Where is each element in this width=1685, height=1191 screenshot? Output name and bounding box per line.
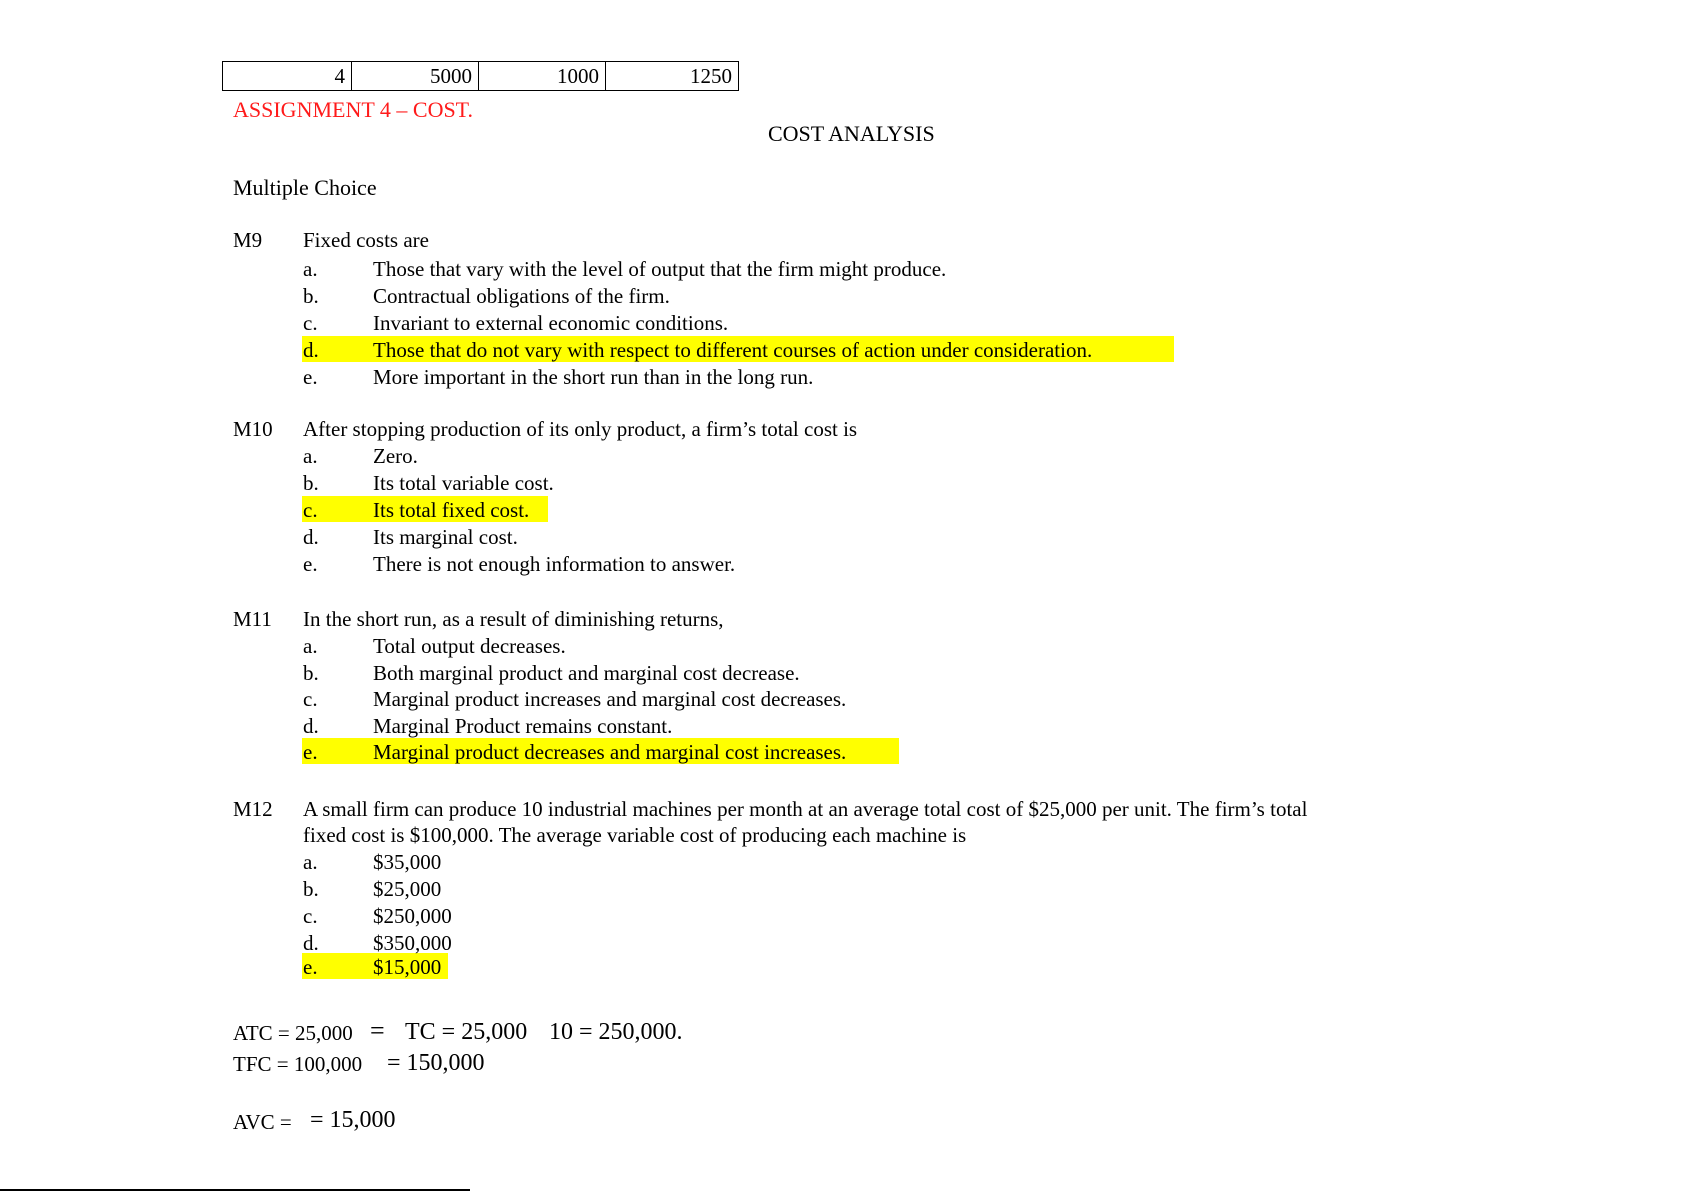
option-letter: a. (303, 444, 318, 468)
option-text: $250,000 (373, 904, 452, 928)
atc-label: ATC = 25,000 (233, 1021, 353, 1045)
table-cell: 1250 (606, 62, 739, 91)
option-text: Its marginal cost. (373, 525, 518, 549)
option-letter: d. (303, 714, 319, 738)
avc-label: AVC = (233, 1110, 292, 1134)
option-text: $25,000 (373, 877, 442, 901)
atc-result: 10 = 250,000. (549, 1019, 683, 1045)
option-letter: c. (303, 904, 318, 928)
option-text: Contractual obligations of the firm. (373, 284, 670, 308)
question-number: M12 (233, 797, 273, 821)
question-text-continued: fixed cost is $100,000. The average variable cost of producing each machine is (303, 823, 967, 847)
option-letter: a. (303, 257, 318, 281)
option-letter: e. (303, 552, 318, 576)
option-letter: a. (303, 850, 318, 874)
question-text: A small firm can produce 10 industrial machines per month at an average total cost of $25,000 per unit. The firm’s total (303, 797, 1308, 821)
option-text: Marginal Product remains constant. (373, 714, 673, 738)
option-letter: c. (303, 498, 318, 522)
avc-result: = 15,000 (310, 1107, 396, 1133)
table-row (223, 62, 739, 91)
option-letter: d. (303, 931, 319, 955)
option-text: Those that vary with the level of output that the firm might produce. (373, 257, 947, 281)
table-cell: 1000 (479, 62, 606, 91)
section-title: COST ANALYSIS (768, 121, 935, 146)
option-text: Both marginal product and marginal cost decrease. (373, 661, 800, 685)
option-text: Total output decreases. (373, 634, 566, 658)
tfc-result: = 150,000 (387, 1050, 485, 1076)
option-text: Those that do not vary with respect to different courses of action under consideration. (373, 338, 1093, 362)
question-number: M11 (233, 607, 272, 631)
option-text: Its total fixed cost. (373, 498, 530, 522)
option-text: Invariant to external economic conditions. (373, 311, 729, 335)
subtitle: Multiple Choice (233, 175, 377, 200)
option-letter: d. (303, 525, 319, 549)
option-letter: c. (303, 311, 318, 335)
option-text: $35,000 (373, 850, 442, 874)
question-text: In the short run, as a result of diminishing returns, (303, 607, 724, 631)
option-letter: b. (303, 877, 319, 901)
option-text: Zero. (373, 444, 418, 468)
option-letter: c. (303, 687, 318, 711)
option-text: Marginal product increases and marginal cost decreases. (373, 687, 847, 711)
summary-table (222, 61, 739, 91)
option-letter: e. (303, 740, 318, 764)
option-text: $15,000 (373, 955, 442, 979)
option-letter: d. (303, 338, 319, 362)
table-cell: 4 (223, 62, 352, 91)
table-cell: 5000 (352, 62, 479, 91)
option-text: There is not enough information to answer. (373, 552, 736, 576)
option-letter: e. (303, 365, 318, 389)
option-letter: b. (303, 661, 319, 685)
question-number: M10 (233, 417, 273, 441)
option-text: More important in the short run than in the long run. (373, 365, 814, 389)
question-number: M9 (233, 228, 263, 252)
option-letter: b. (303, 284, 319, 308)
option-text: Its total variable cost. (373, 471, 554, 495)
tfc-label: TFC = 100,000 (233, 1052, 363, 1076)
option-letter: e. (303, 955, 318, 979)
option-letter: a. (303, 634, 318, 658)
question-text: Fixed costs are (303, 228, 429, 252)
question-text: After stopping production of its only product, a firm’s total cost is (303, 417, 858, 441)
atc-total-cost: TC = 25,000 (405, 1019, 528, 1045)
atc-equals: = (370, 1016, 385, 1045)
option-text: $350,000 (373, 931, 452, 955)
option-letter: b. (303, 471, 319, 495)
option-text: Marginal product decreases and marginal cost increases. (373, 740, 847, 764)
assignment-title: ASSIGNMENT 4 – COST. (233, 97, 473, 122)
